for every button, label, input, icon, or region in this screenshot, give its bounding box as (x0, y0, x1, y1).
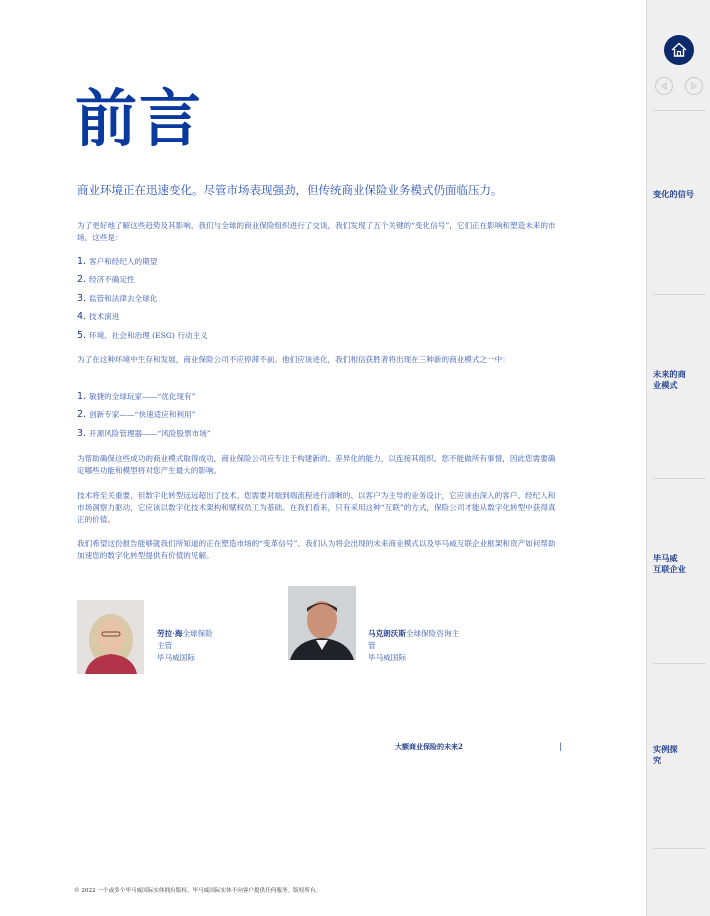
list-item: 2. 创新专家——“快速适应和利用” (77, 409, 196, 421)
chevron-left-icon (660, 82, 668, 90)
sidebar-item-future-models[interactable]: 未来的商 业模式 (653, 369, 686, 390)
intro-paragraph: 为了更好地了解这些趋势及其影响，我们与全球的商业保险组织进行了交谈，我们发现了五个关键的“变化信号”，它们正在影响和塑造未来的市场。这些是： (77, 221, 556, 242)
footer-title: 大额商业保险的未来2 (395, 742, 463, 751)
sidebar-divider (653, 663, 705, 664)
person-org: 毕马威国际 (157, 653, 195, 662)
chevron-right-icon (690, 82, 698, 90)
sidebar-divider (653, 848, 705, 849)
success-paragraph: 为帮助确保这些成功的商业模式取得成功，商业保险公司应专注于构建新的、差异化的能力，以连接其组织。您不能做所有事情，因此您需要确定哪些功能和模型将对您产生最大的影响。 (77, 454, 556, 475)
list-item: 1. 敏捷的全球玩家——“优化现有” (77, 390, 196, 402)
sidebar (646, 0, 710, 916)
home-button[interactable] (664, 35, 694, 65)
copyright-text: © 2022 一个或多个毕马威国际实体拥有版权。毕马威国际实体不向客户提供任何服务。版权所有。 (74, 888, 322, 894)
sidebar-divider (653, 478, 705, 479)
tech-paragraph: 技术将至关重要，但数字化转型远远超出了技术。您需要对端到端流程进行清晰的、以客户为主导的业务设计，它应该由深入的客户、经纪人和市场洞察力驱动，它应该以数字化技术架构和赋权员工为基础。在我们看来，只有采用这种“互联”的方式，保险公司才能从数字化转型中获得真正的价值。 (77, 491, 556, 524)
lead-paragraph: 商业环境正在迅速变化。尽管市场表现强劲，但传统商业保险业务模式仍面临压力。 (77, 183, 503, 197)
person-role-cont: 管 (368, 641, 376, 650)
person-org: 毕马威国际 (368, 653, 406, 662)
sidebar-item-connected-enterprise[interactable]: 毕马威 互联企业 (653, 553, 686, 574)
sidebar-divider (653, 110, 705, 111)
list-item: 2. 经济不确定性 (77, 274, 135, 286)
person-card (368, 628, 478, 664)
models-intro-paragraph: 为了在这种环境中生存和发展，商业保险公司不应停滞不前。他们应该进化，我们相信获胜者将出现在三种新的商业模式之一中： (77, 355, 510, 364)
signals-list (77, 252, 208, 345)
person-role-cont: 主管 (157, 641, 173, 650)
next-page-button[interactable] (685, 77, 703, 95)
sidebar-item-case-studies[interactable]: 实例探 究 (653, 744, 678, 765)
list-item: 1. 客户和经纪人的期望 (77, 255, 158, 267)
person-role: 全球保险 (182, 629, 213, 638)
footer-divider: | (559, 742, 562, 751)
person-role: 全球保险咨询主 (405, 629, 460, 638)
models-list (77, 387, 211, 443)
person-name: 马克朗沃斯 (368, 629, 406, 638)
sidebar-divider (653, 294, 705, 295)
list-item: 4. 技术演进 (77, 311, 120, 323)
list-item: 3. 监管和法律去全球化 (77, 292, 158, 304)
page-title: 前言 (75, 82, 204, 155)
home-icon (670, 41, 688, 59)
prev-page-button[interactable] (655, 77, 673, 95)
person-card (157, 628, 213, 664)
person-photo (77, 600, 144, 674)
hope-paragraph: 我们希望这份报告能够就我们所知道的正在塑造市场的“变革信号”、我们认为将会出现的未来商业模式以及毕马威互联企业框架和资产如何帮助加速您的数字化转型提供有价值的见解。 (77, 539, 556, 560)
sidebar-item-signals[interactable]: 变化的信号 (653, 189, 694, 199)
person-photo (288, 586, 356, 660)
list-item: 3. 开源风险管理器——“风险股票市场” (77, 427, 211, 439)
list-item: 5. 环境、社会和治理 (ESG) 行动主义 (77, 329, 208, 341)
person-name: 劳拉·海 (157, 629, 183, 638)
